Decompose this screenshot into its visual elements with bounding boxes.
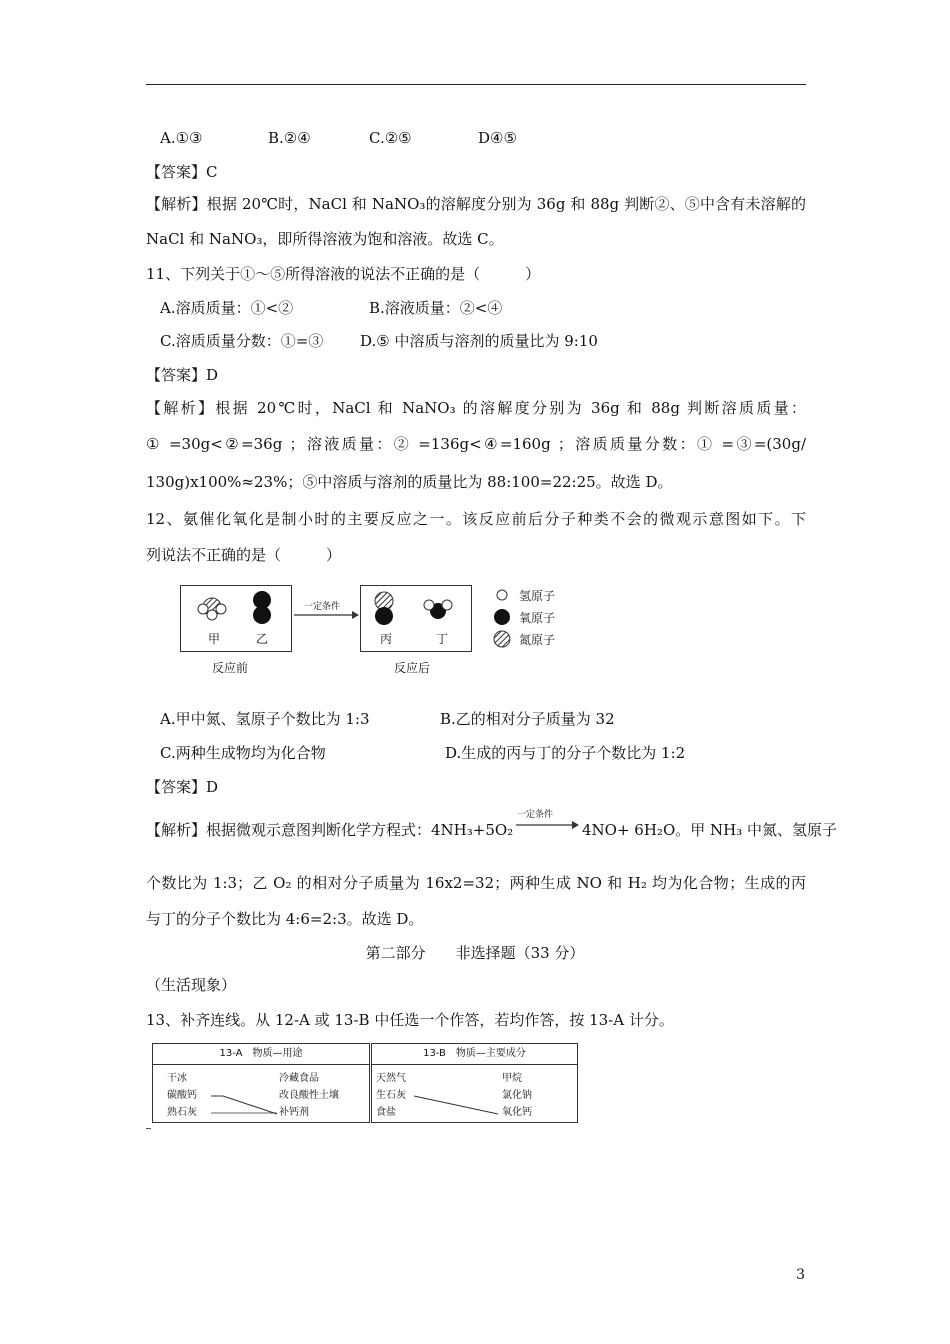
table-13b-item: 氯化钠 [502,1090,532,1101]
q12-analysis-line2: 个数比为 1:3；乙 O₂ 的相对分子质量为 16x2=32；两种生成 NO 和 H₂ 均为化合物；生成的丙 [146,874,806,892]
arrow-label: 一定条件 [304,602,341,612]
q11-analysis-line3: 130g)x100%≈23%；⑤中溶质与溶剂的质量比为 88:100=22:25。故选 D。 [146,473,673,491]
label-before: 反应前 [212,661,249,675]
q12-stem-line2: 列说法不正确的是（ ） [146,546,342,564]
q11-analysis-line2: ① =30g<②=36g ；溶液质量：② =136g<④=160g ；溶质质量分数：① =③=(30g/ [146,435,806,453]
q10-analysis-line2: NaCl 和 NaNO₃，即所得溶液为饱和溶液。故选 C。 [146,230,504,248]
stray-mark [146,1128,151,1129]
equation-arrow-label: 一定条件 [517,810,554,820]
q11-answer: 【答案】D [146,366,219,384]
q12-option-a: A.甲中氮、氢原子个数比为 1:3 [160,710,370,728]
equation-arrow-icon [514,820,580,830]
table-13a-item: 冷藏食品 [279,1073,319,1084]
table-13a-connector-lines [153,1044,371,1124]
header-rule [146,84,806,85]
q11-analysis-line1: 【解析】根据 20℃时，NaCl 和 NaNO₃ 的溶解度分别为 36g 和 88g 判断溶质质量： [146,399,806,417]
legend-hydrogen: 氢原子 [519,589,556,603]
q11-option-c: C.溶质质量分数：①=③ [160,332,324,350]
q11-option-d: D.⑤ 中溶质与溶剂的质量比为 9:10 [360,332,598,350]
ammonia-molecule-icon [198,598,226,620]
q11-stem: 11、下列关于①～⑤所得溶液的说法不正确的是（ ） [146,265,541,283]
table-13b-header: 13-B 物质—主要成分 [372,1044,577,1065]
q12-analysis-suffix: 4NO+ 6H₂O。甲 NH₃ 中氮、氢原子 [582,821,837,839]
table-13a-item: 干冰 [167,1073,187,1084]
before-molecules [180,585,292,652]
legend-oxygen: 氧原子 [519,611,556,625]
table-13b-connector-lines [372,1044,579,1124]
label-bing: 丙 [380,632,393,646]
subsection-title: （生活现象） [146,976,237,994]
reaction-arrow-icon [292,610,360,620]
q12-option-d: D.生成的丙与丁的分子个数比为 1:2 [445,744,686,762]
q12-option-c: C.两种生成物均为化合物 [160,744,326,762]
table-13b-item: 生石灰 [376,1090,406,1101]
table-13b-item: 甲烷 [502,1073,522,1084]
q10-answer: 【答案】C [146,163,218,181]
q12-stem-line1: 12、氨催化氧化是制小时的主要反应之一。该反应前后分子种类不会的微观示意图如下。下 [146,510,806,528]
label-ding: 丁 [436,632,449,646]
legend-nitrogen: 氮原子 [519,633,556,647]
table-13a-item: 补钙剂 [279,1107,309,1118]
table-13b-item: 氧化钙 [502,1107,532,1118]
table-13a-item: 改良酸性土壤 [279,1090,339,1101]
q10-option-d: D④⑤ [478,129,517,147]
q10-option-b: B.②④ [268,129,311,147]
q10-option-c: C.②⑤ [369,129,412,147]
nitrogen-atom-icon [494,631,510,647]
label-jia: 甲 [208,632,221,646]
hydrogen-atom-icon [497,590,507,600]
table-13b-item: 食盐 [376,1107,396,1118]
q12-answer: 【答案】D [146,778,219,796]
q10-option-a: A.①③ [160,129,203,147]
q13-stem: 13、补齐连线。从 12-A 或 13-B 中任选一个作答，若均作答，按 13-A 计分。 [146,1011,674,1029]
legend-icons [490,585,514,649]
q11-option-a: A.溶质质量：①<② [160,299,294,317]
after-molecules [360,585,472,652]
table-13b-item: 天然气 [376,1073,406,1084]
table-13a-item: 碳酸钙 [167,1090,197,1101]
section-title: 第二部分 非选择题（33 分） [365,944,585,962]
q11-option-b: B.溶液质量：②<④ [369,299,503,317]
q12-analysis-line3: 与丁的分子个数比为 4:6=2:3。故选 D。 [146,910,424,928]
table-13a [152,1043,370,1123]
water-molecule-icon [424,600,452,619]
label-yi: 乙 [256,632,269,646]
table-13b [371,1043,578,1123]
nitric-oxide-molecule-icon [375,592,393,625]
label-after: 反应后 [394,661,431,675]
oxygen-atom-icon [494,609,510,625]
table-13a-item: 熟石灰 [167,1107,197,1118]
q12-option-b: B.乙的相对分子质量为 32 [440,710,615,728]
q10-analysis-line1: 【解析】根据 20℃时，NaCl 和 NaNO₃的溶解度分别为 36g 和 88g 判断②、⑤中含有未溶解的 [146,195,806,213]
table-13a-header: 13-A 物质—用途 [153,1044,369,1065]
q12-analysis-prefix: 【解析】根据微观示意图判断化学方程式：4NH₃+5O₂ [146,821,514,839]
oxygen-molecule-icon [253,591,271,624]
page-number: 3 [796,1267,805,1283]
